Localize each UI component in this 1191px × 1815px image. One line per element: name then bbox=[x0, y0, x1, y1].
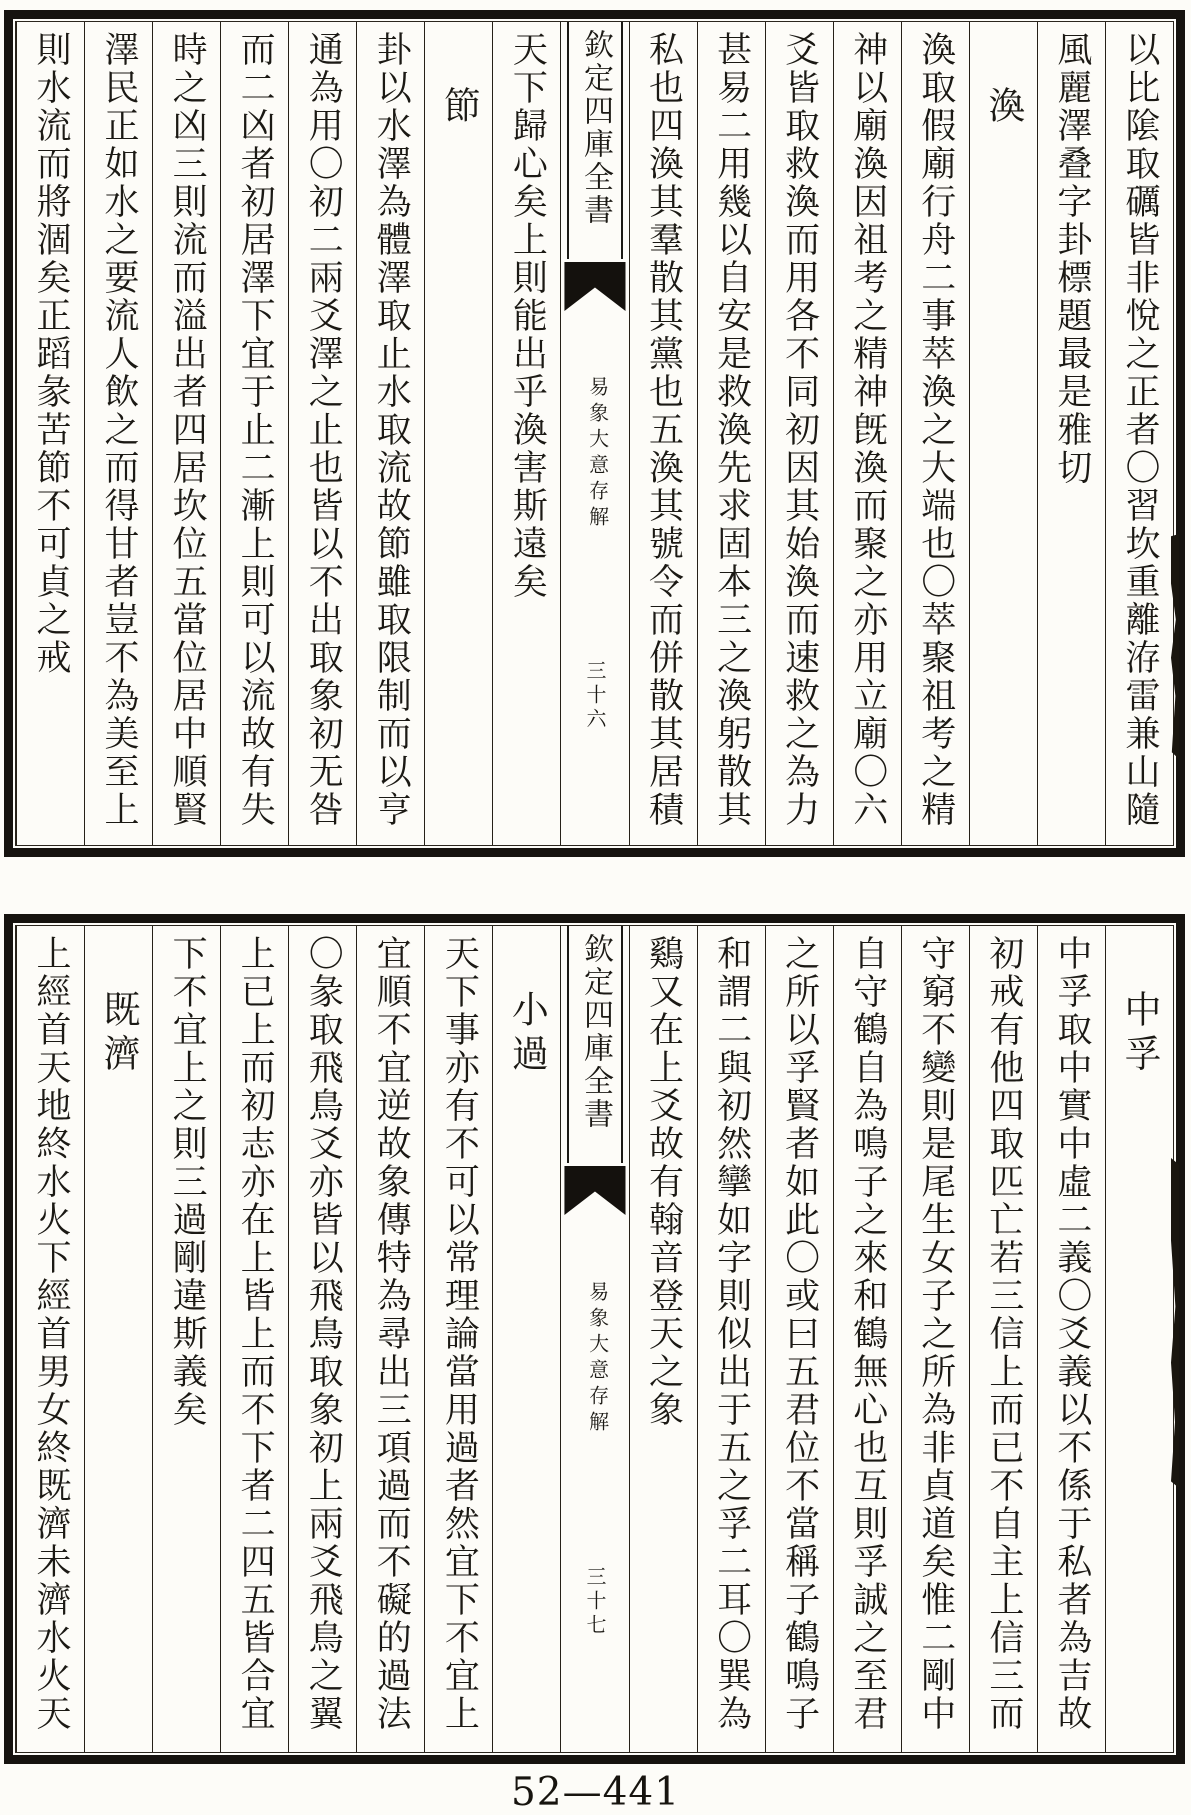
siku-quanshu-title-box bbox=[567, 22, 622, 259]
commentary-column bbox=[152, 926, 220, 1752]
commentary-column bbox=[629, 22, 697, 845]
hexagram-header-column bbox=[424, 22, 492, 845]
column-text: 風麗澤叠字卦標題最是雅切 bbox=[1051, 31, 1092, 487]
column-text: 天下事亦有不可以常理論當用過者然宜下不宜上 bbox=[439, 935, 480, 1733]
column-text: 時之凶三則流而溢出者四居坎位五當位居中順賢 bbox=[167, 31, 208, 829]
column-text: 上經首天地終水火下經首男女終既濟未濟水火天 bbox=[30, 935, 71, 1733]
column-text: 守窮不變則是尾生女子之所為非貞道矣惟二剛中 bbox=[915, 935, 956, 1733]
commentary-column bbox=[765, 926, 833, 1752]
column-text: 甚易二用幾以自安是救渙先求固本三之渙躬散其 bbox=[711, 31, 752, 829]
commentary-column bbox=[697, 22, 765, 845]
column-text: 初戒有他四取匹亡若三信上而已不自主上信三而 bbox=[983, 935, 1024, 1733]
siku-quanshu-title: 欽定四庫全書 bbox=[577, 933, 613, 1131]
commentary-column bbox=[356, 22, 424, 845]
column-text: 天下歸心矣上則能出乎渙害斯遠矣 bbox=[507, 31, 548, 601]
hexagram-name: 小過 bbox=[505, 990, 549, 1078]
fishtail-mark-icon bbox=[564, 1166, 625, 1215]
column-text: 通為用〇初二兩爻澤之止也皆以不出取象初无咎 bbox=[303, 31, 344, 829]
hexagram-name: 既濟 bbox=[97, 990, 141, 1078]
commentary-column bbox=[220, 22, 288, 845]
plate-number: 52—441 bbox=[510, 1770, 681, 1815]
commentary-column bbox=[424, 926, 492, 1752]
commentary-column bbox=[1037, 926, 1105, 1752]
column-text: 中孚取中實中虛二義〇爻義以不係于私者為吉故 bbox=[1051, 935, 1092, 1733]
commentary-column bbox=[765, 22, 833, 845]
column-text: 上已上而初志亦在上皆上而不下者二四五皆合宜 bbox=[235, 935, 276, 1733]
commentary-column bbox=[152, 22, 220, 845]
commentary-column bbox=[16, 926, 84, 1752]
commentary-column bbox=[16, 22, 84, 845]
siku-quanshu-title: 欽定四庫全書 bbox=[577, 29, 613, 227]
column-text: 則水流而將涸矣正蹈彖苦節不可貞之戒 bbox=[30, 31, 71, 677]
column-text: 下不宜上之則三過剛違斯義矣 bbox=[167, 935, 208, 1429]
column-text: 自守鶴自為鳴子之來和鶴無心也互則孚誠之至君 bbox=[847, 935, 888, 1733]
hexagram-name: 節 bbox=[437, 86, 481, 130]
volume-title: 易象大意存解 bbox=[585, 375, 610, 532]
banxin-center-column bbox=[560, 926, 628, 1752]
column-text: 宜順不宜逆故象傳特為尋出三項過而不礙的過法 bbox=[371, 935, 412, 1733]
siku-quanshu-title-box bbox=[567, 926, 622, 1163]
column-text: 神以廟渙因祖考之精神旣渙而聚之亦用立廟〇六 bbox=[847, 31, 888, 829]
lower-folio-frame bbox=[4, 914, 1185, 1764]
commentary-column bbox=[84, 22, 152, 845]
fishtail-mark-icon bbox=[564, 262, 625, 311]
commentary-column bbox=[901, 926, 969, 1752]
column-text: 私也四渙其羣散其黨也五渙其號令而併散其居積 bbox=[643, 31, 684, 829]
upper-folio-frame bbox=[4, 10, 1185, 857]
commentary-column bbox=[492, 22, 560, 845]
column-text: 和謂二與初然攣如字則似出于五之孚二耳〇巽為 bbox=[711, 935, 752, 1733]
commentary-column bbox=[969, 926, 1037, 1752]
commentary-column bbox=[1105, 22, 1173, 845]
commentary-column bbox=[288, 926, 356, 1752]
column-text: 卦以水澤為體澤取止水取流故節雖取限制而以亨 bbox=[371, 31, 412, 829]
hexagram-header-column bbox=[492, 926, 560, 1752]
banxin-center-column bbox=[560, 22, 628, 845]
volume-title: 易象大意存解 bbox=[585, 1281, 610, 1438]
hexagram-header-column bbox=[1105, 926, 1173, 1752]
column-text: 〇彖取飛鳥爻亦皆以飛鳥取象初上兩爻飛鳥之翼 bbox=[303, 935, 344, 1733]
hexagram-name: 中孚 bbox=[1117, 990, 1161, 1078]
folio-page-number: 三十六 bbox=[582, 659, 607, 732]
column-text: 澤民正如水之要流人飲之而得甘者豈不為美至上 bbox=[99, 31, 140, 829]
column-text: 之所以孚賢者如此〇或曰五君位不當稱子鶴鳴子 bbox=[779, 935, 820, 1733]
folio-page-number: 三十七 bbox=[582, 1566, 607, 1639]
column-text: 而二凶者初居澤下宜于止二漸上則可以流故有失 bbox=[235, 31, 276, 829]
commentary-column bbox=[833, 926, 901, 1752]
hexagram-name: 渙 bbox=[981, 86, 1025, 130]
commentary-column bbox=[288, 22, 356, 845]
commentary-column bbox=[833, 22, 901, 845]
column-text: 鷄又在上爻故有翰音登天之象 bbox=[643, 935, 684, 1429]
commentary-column bbox=[697, 926, 765, 1752]
column-text: 以比隂取礪皆非悅之正者〇習坎重離洊雷兼山隨 bbox=[1119, 31, 1160, 829]
upper-folio-text-area bbox=[15, 21, 1174, 846]
commentary-column bbox=[1037, 22, 1105, 845]
commentary-column bbox=[901, 22, 969, 845]
commentary-column bbox=[220, 926, 288, 1752]
column-text: 渙取假廟行舟二事萃渙之大端也〇萃聚祖考之精 bbox=[915, 31, 956, 829]
commentary-column bbox=[356, 926, 424, 1752]
lower-folio-text-area bbox=[15, 925, 1174, 1753]
hexagram-header-column bbox=[84, 926, 152, 1752]
hexagram-header-column bbox=[969, 22, 1037, 845]
column-text: 爻皆取救渙而用各不同初因其始渙而速救之為力 bbox=[779, 31, 820, 829]
commentary-column bbox=[629, 926, 697, 1752]
